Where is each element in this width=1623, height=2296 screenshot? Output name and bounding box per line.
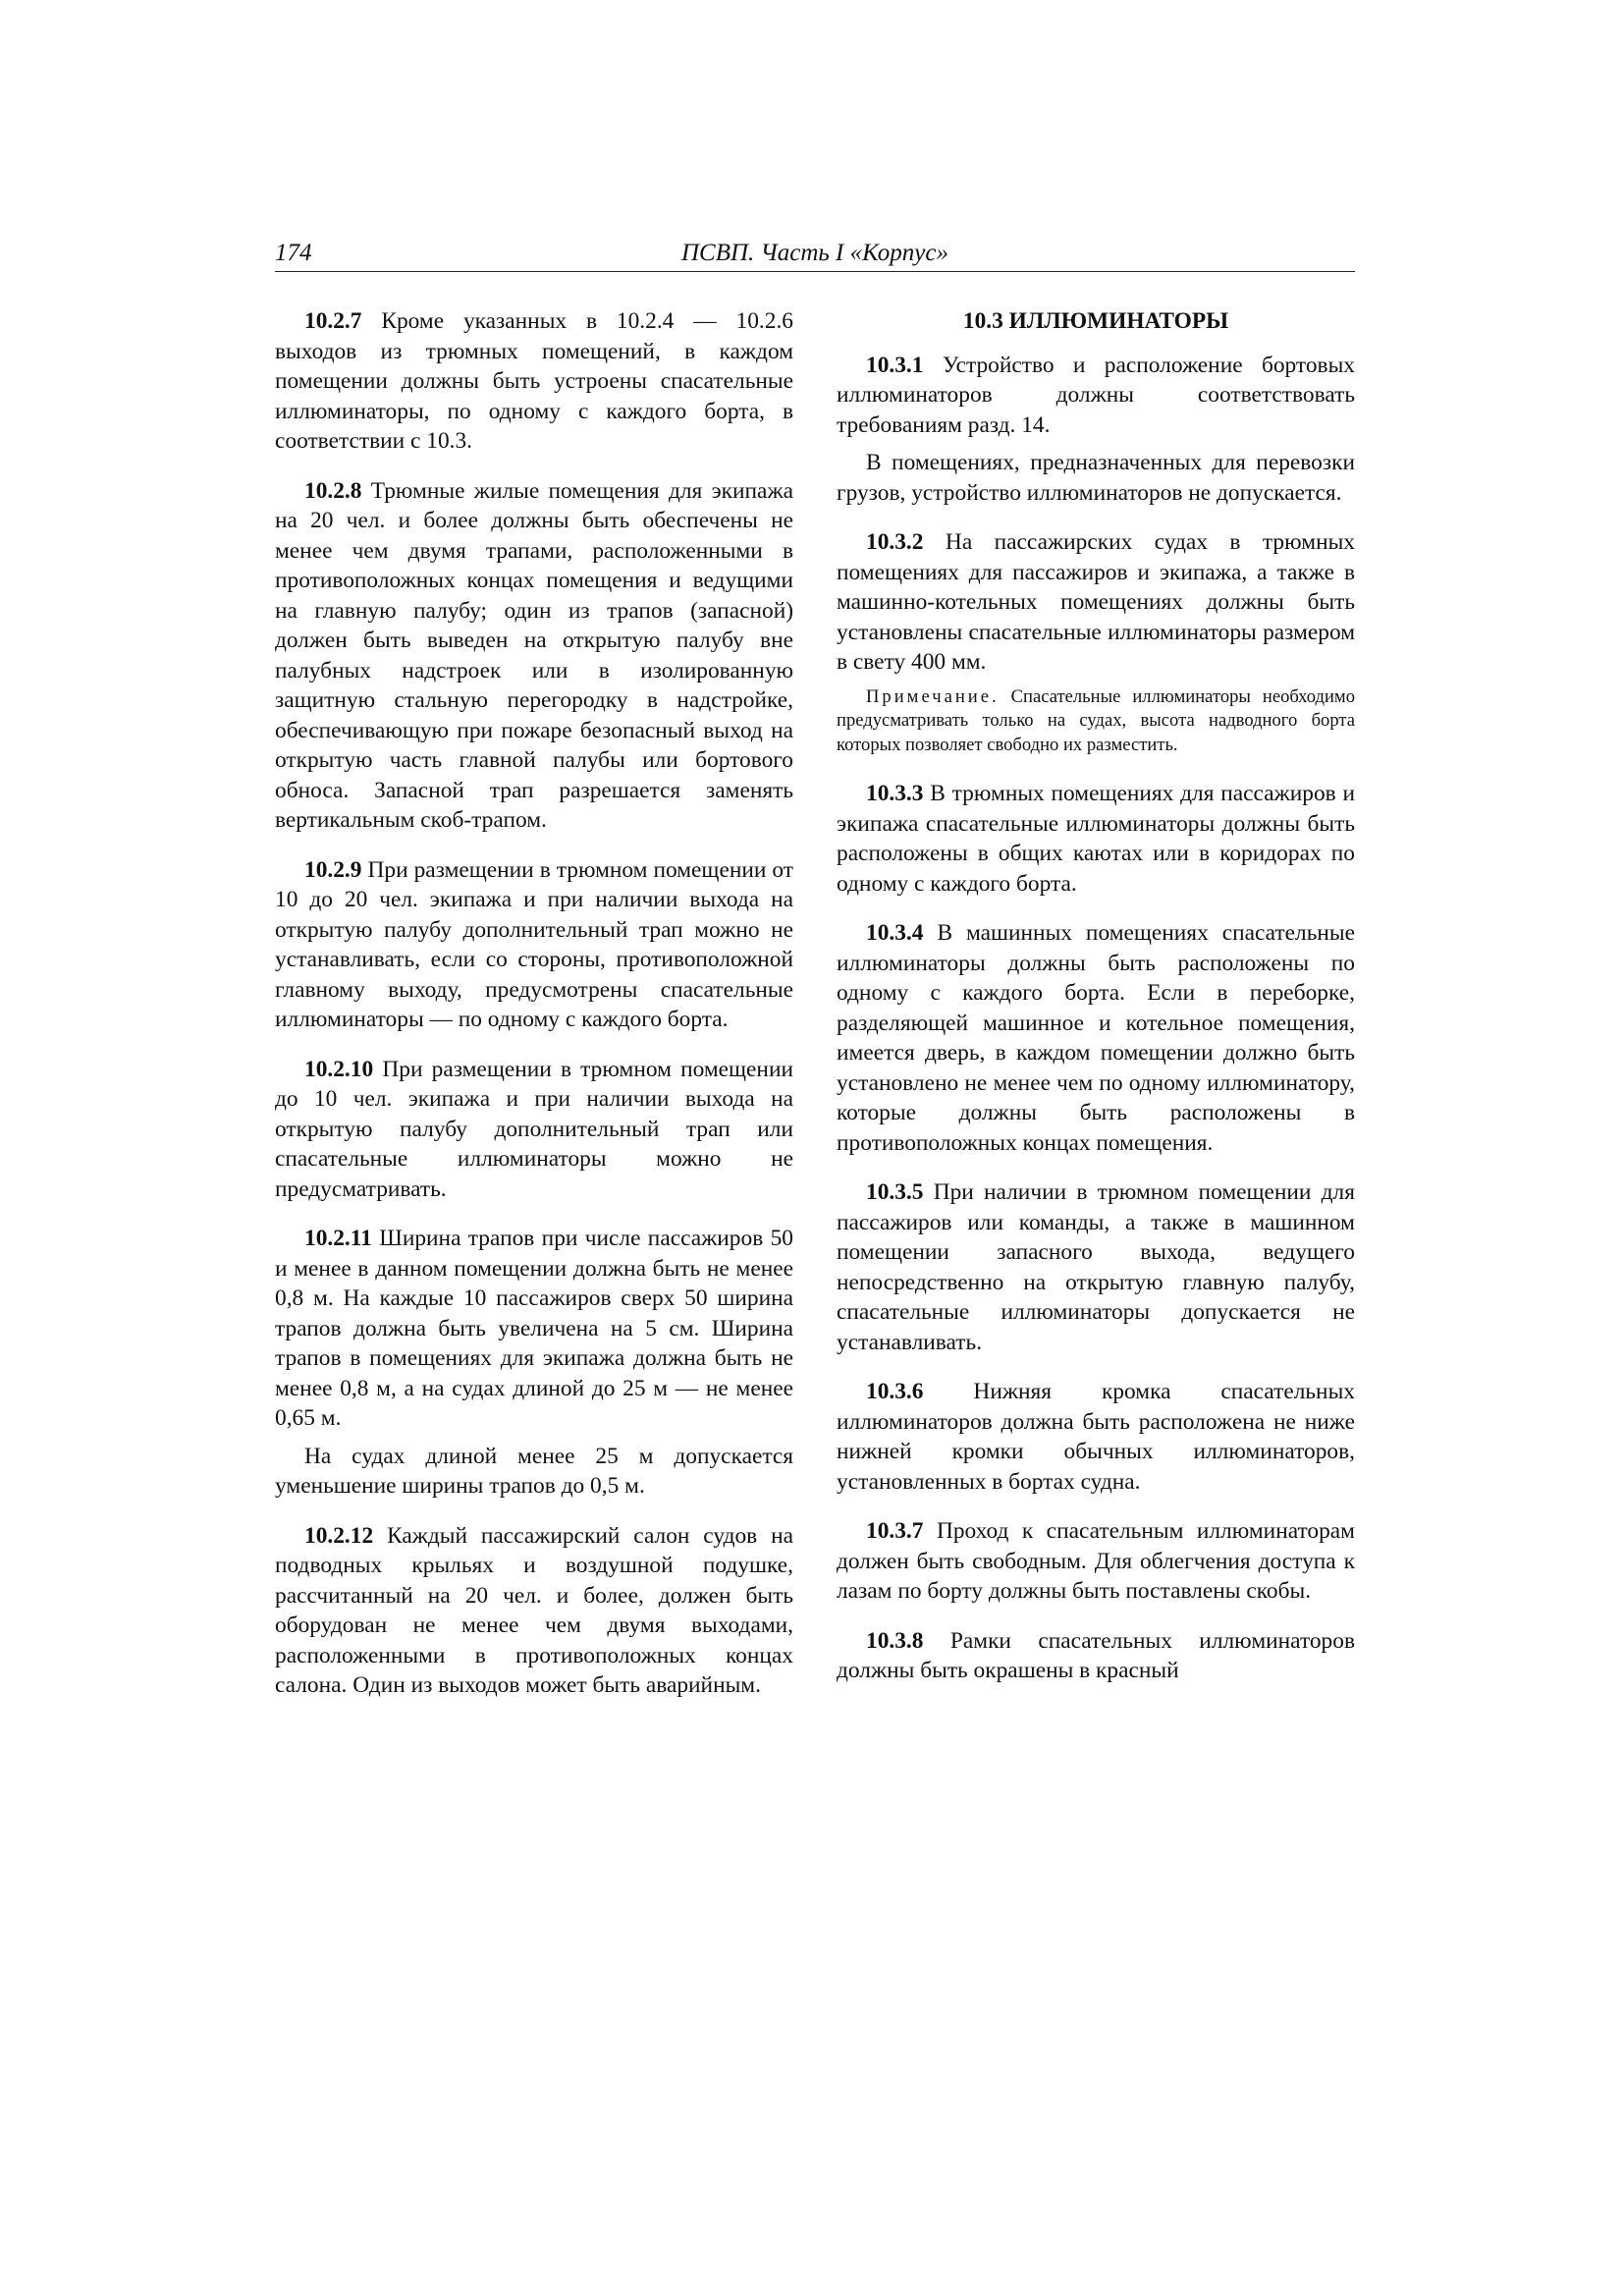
paragraph-text: Рамки спасательных иллюминаторов должны быть окрашены в красный [837, 1627, 1355, 1683]
paragraph-number: 10.3.5 [866, 1179, 924, 1205]
paragraph-10-3-4 [837, 918, 1355, 1158]
paragraph-text: При размещении в трюмном помещении до 10 чел. экипажа и при наличии выхода на открытую палубу дополнительный трап или спасательные иллюминаторы можно не предусматривать. [275, 1056, 793, 1202]
paragraph-10-3-3 [837, 779, 1355, 899]
paragraph-number: 10.2.8 [304, 477, 362, 504]
paragraph-number: 10.3.2 [866, 529, 924, 555]
paragraph-number: 10.2.10 [304, 1056, 374, 1082]
note-label: Примечание. [866, 685, 1000, 707]
note-text: Спасательные иллюминаторы необходимо предусматривать только на судах, высота надводного борта которых позволяет свободно их разместить. [837, 685, 1355, 755]
paragraph-10-2-9 [275, 855, 793, 1035]
paragraph-number: 10.2.9 [304, 856, 362, 883]
paragraph-number: 10.3.3 [866, 781, 924, 806]
paragraph-text: Трюмные жилые помещения для экипажа на 20 чел. и более должны быть обеспечены не менее чем двумя трапами, расположенными в противоположных концах помещения и ведущими на главную палубу; один из трапов (запасной) должен быть выведен на открытую палубу вне палубных надстроек или в изолированную защитную стальную перегородку в надстройке, обеспечивающую при пожаре безопасный выход на открытую часть главной палубы или бортового обноса. Запасной трап разрешается заменять вертикальным скоб-трапом. [275, 477, 793, 833]
paragraph-10-2-12 [275, 1521, 793, 1701]
paragraph-10-3-6 [837, 1377, 1355, 1497]
right-column [837, 306, 1355, 1706]
paragraph-number: 10.2.7 [304, 308, 362, 334]
paragraph-text: Устройство и расположение бортовых иллюминаторов должны соответствовать требованиям разд. 14. [837, 352, 1355, 438]
paragraph-10-2-10 [275, 1055, 793, 1205]
paragraph-10-2-11-continued [275, 1442, 793, 1502]
paragraph-text: Ширина трапов при числе пассажиров 50 и менее в данном помещении должна быть не менее 0,8 м. На каждые 10 пассажиров сверх 50 ширина трапов должна быть увеличена на 5 см. Ширина трапов в помещениях для экипажа должна быть не менее 0,8 м, а на судах длиной до 25 м — не менее 0,65 м. [275, 1226, 793, 1431]
paragraph-number: 10.2.11 [304, 1226, 372, 1251]
paragraph-text: Каждый пассажирский салон судов на подводных крыльях и воздушной подушке, рассчитанный на 20 чел. и более, должен быть оборудован не менее чем двумя выходами, расположенными в противоположных концах салона. Один из выходов может быть аварийным. [275, 1522, 793, 1698]
paragraph-10-2-11 [275, 1224, 793, 1434]
running-title: ПСВП. Часть I «Корпус» [681, 240, 948, 266]
paragraph-number: 10.3.1 [866, 352, 924, 378]
paragraph-number: 10.2.12 [304, 1522, 374, 1549]
paragraph-number: 10.3.8 [866, 1627, 924, 1654]
paragraph-number: 10.3.4 [866, 920, 924, 946]
left-column [275, 306, 793, 1721]
paragraph-text: При размещении в трюмном помещении от 10 до 20 чел. экипажа и при наличии выхода на открытую палубу дополнительный трап можно не устанавливать, если со стороны, противоположной главному выходу, предусмотрены спасательные иллюминаторы — по одному с каждого борта. [275, 856, 793, 1032]
paragraph-10-2-7 [275, 306, 793, 457]
paragraph-10-3-5 [837, 1177, 1355, 1357]
paragraph-10-3-7 [837, 1516, 1355, 1607]
note [837, 685, 1355, 758]
paragraph-text: В машинных помещениях спасательные иллюминаторы должны быть расположены по одному с каждого борта. Если в переборке, разделяющей машинное и котельное помещения, имеется дверь, в каждом помещении должно быть установлено не менее чем по одному иллюминатору, которые должны быть расположены в противоположных концах помещения. [837, 920, 1355, 1156]
paragraph-text: В трюмных помещениях для пассажиров и экипажа спасательные иллюминаторы должны быть расположены в общих каютах или в коридорах по одному с каждого борта. [837, 781, 1355, 897]
paragraph-text: Нижняя кромка спасательных иллюминаторов должна быть расположена не ниже нижней кромки обычных иллюминаторов, установленных в бортах судна. [837, 1379, 1355, 1495]
paragraph-text: Проход к спасательным иллюминаторам должен быть свободным. Для облегчения доступа к лазам по борту должны быть поставлены скобы. [837, 1518, 1355, 1604]
page-number: 174 [275, 240, 312, 266]
paragraph-text: На пассажирских судах в трюмных помещениях для пассажиров и экипажа, а также в машинно-котельных помещениях должны быть установлены спасательные иллюминаторы размером в свету 400 мм. [837, 529, 1355, 675]
paragraph-10-3-1 [837, 351, 1355, 441]
paragraph-text: В помещениях, предназначенных для перевозки грузов, устройство иллюминаторов не допускается. [837, 450, 1355, 506]
paragraph-10-2-8 [275, 476, 793, 836]
paragraph-10-3-2 [837, 527, 1355, 678]
section-heading: 10.3 ИЛЛЮМИНАТОРЫ [962, 308, 1229, 334]
paragraph-10-3-1-continued [837, 448, 1355, 508]
paragraph-number: 10.3.7 [866, 1518, 924, 1544]
paragraph-text: На судах длиной менее 25 м допускается уменьшение ширины трапов до 0,5 м. [275, 1443, 793, 1499]
page-header [275, 236, 1355, 272]
paragraph-text: При наличии в трюмном помещении для пассажиров или команды, а также в машинном помещении запасного выхода, ведущего непосредственно на открытую главную палубу, спасательные иллюминаторы допускается не устанавливать. [837, 1179, 1355, 1355]
paragraph-number: 10.3.6 [866, 1379, 924, 1404]
paragraph-10-3-8 [837, 1626, 1355, 1686]
paragraph-text: Кроме указанных в 10.2.4 — 10.2.6 выходов из трюмных помещений, в каждом помещении должны быть устроены спасательные иллюминаторы, по одному с каждого борта, в соответствии с 10.3. [275, 308, 793, 454]
